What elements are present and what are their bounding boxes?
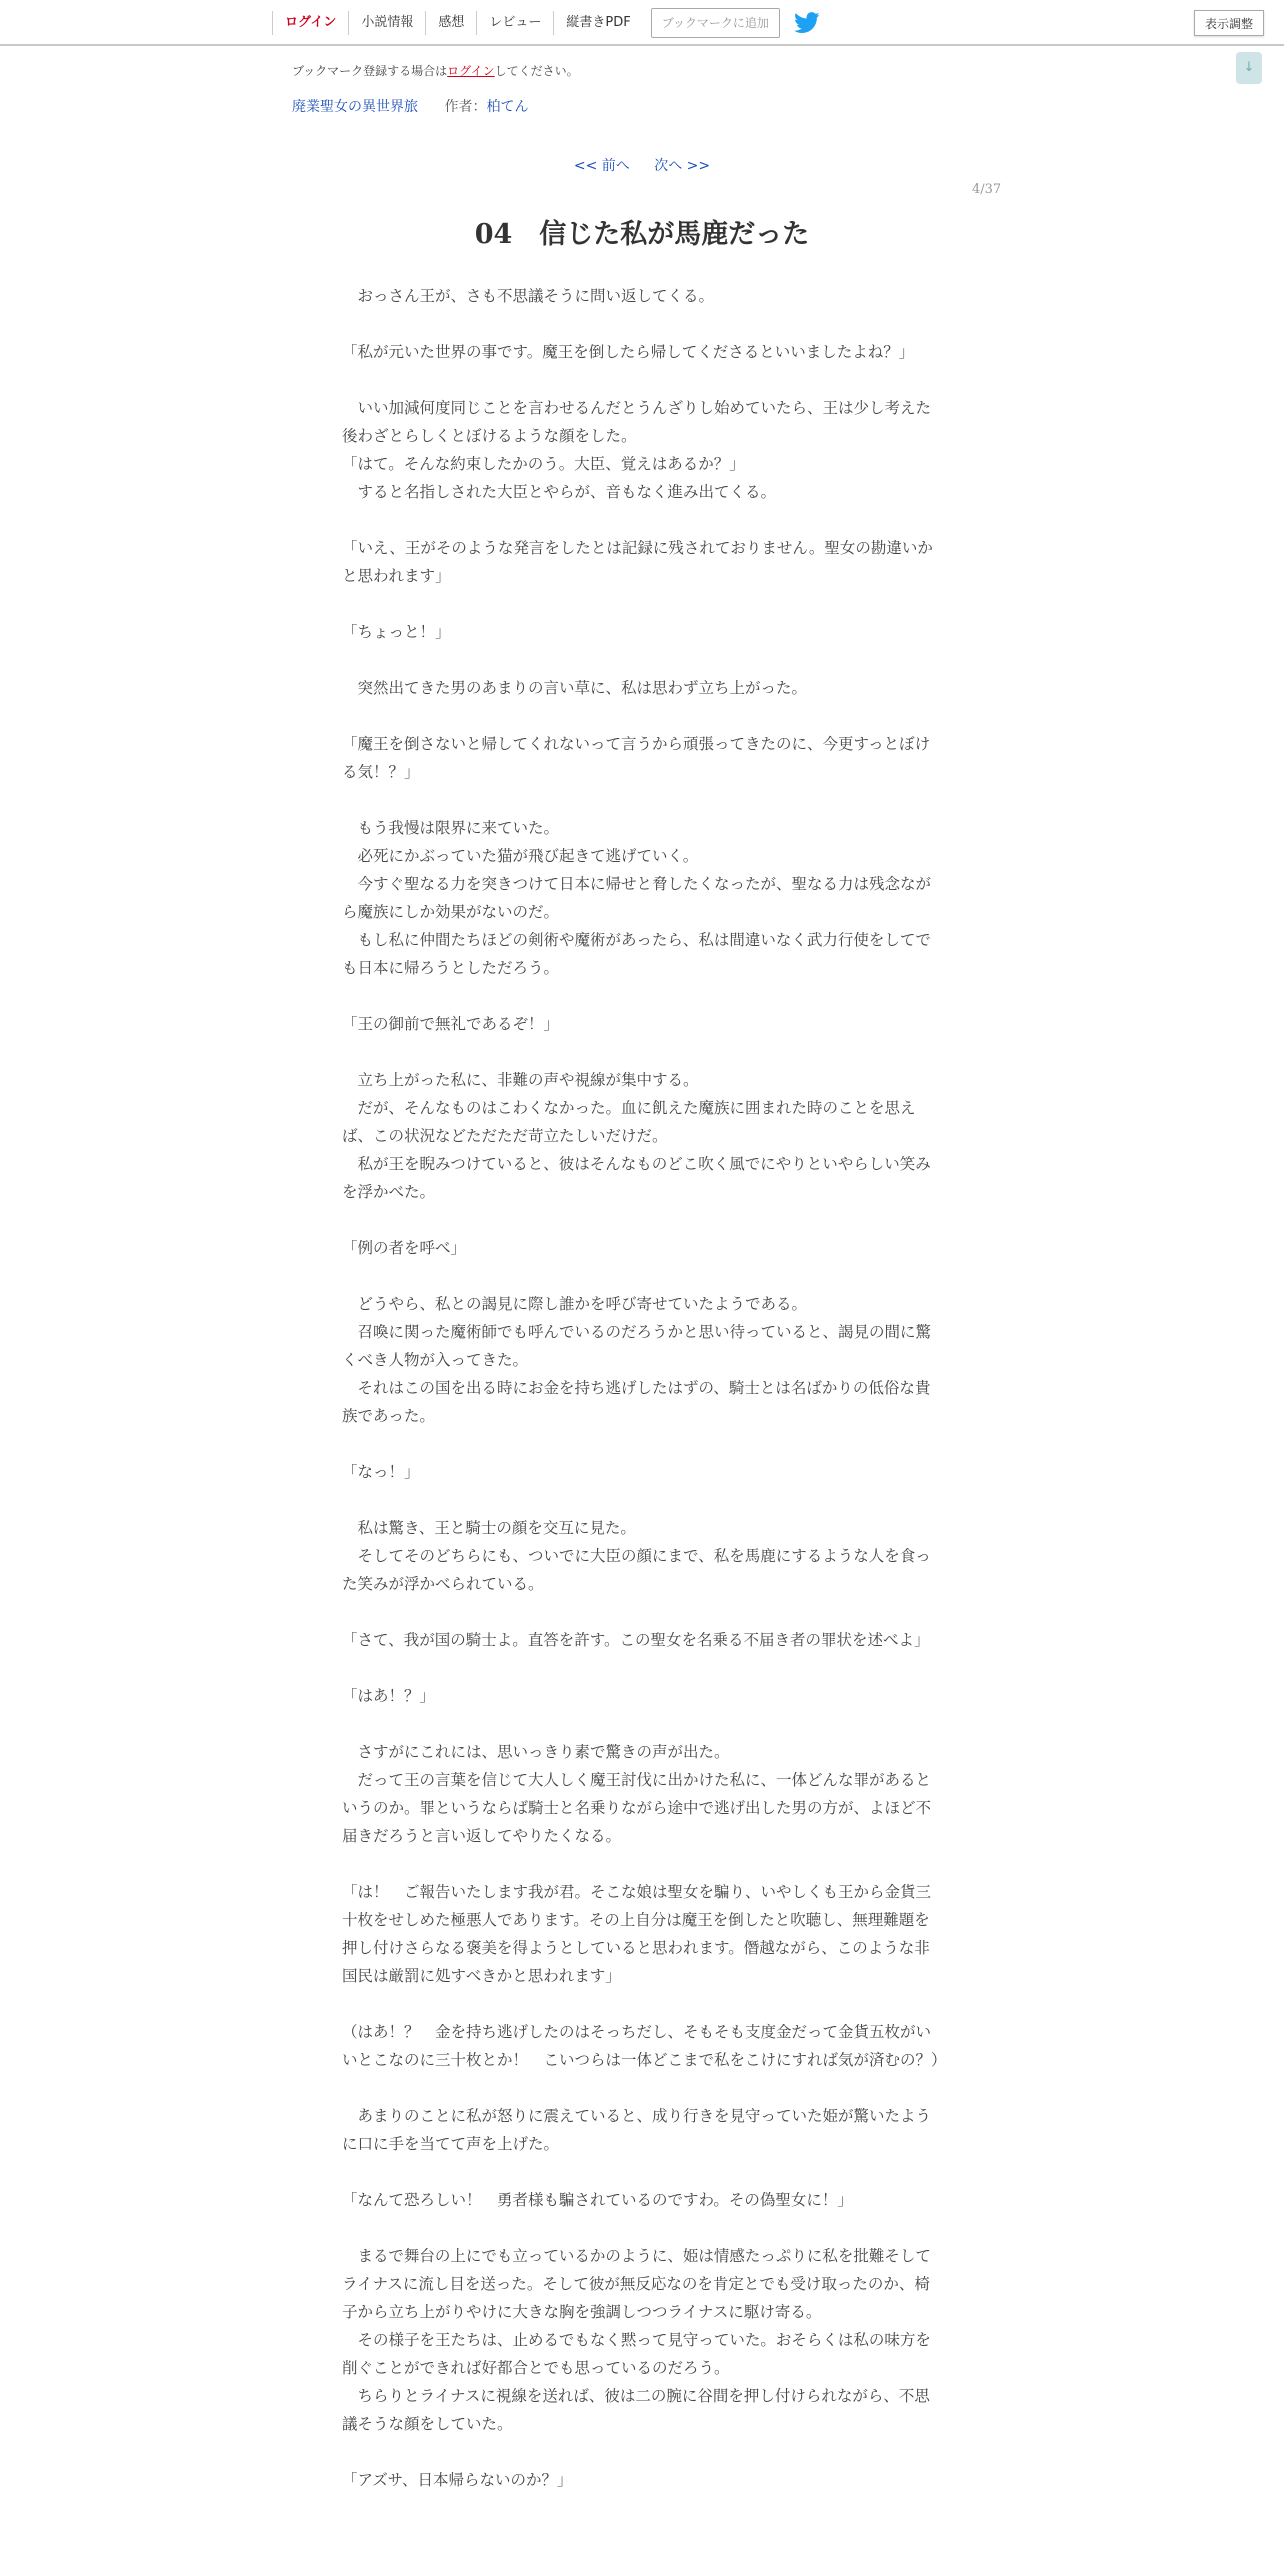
display-settings-button[interactable]: 表示調整 (1194, 10, 1264, 36)
body-paragraph (342, 646, 942, 674)
body-paragraph: 「は！ ご報告いたします我が君。そこな娘は聖女を騙り、いやしくも王から金貨三十枚をせしめた極悪人であります。その上自分は魔王を倒したと吹聴し、無理難題を押し付けさらなる褒美を得ようとしていると思われます。僭越ながら、このような非国民は厳罰に処すべきかと思われます」 (342, 1883, 932, 1985)
body-paragraph: だが、そんなものはこわくなかった。血に飢えた魔族に囲まれた時のことを思えば、この状況などただただ苛立たしいだけだ。 (342, 1099, 916, 1145)
nav-vertical-pdf-link[interactable]: 縦書きPDF (553, 11, 642, 35)
body-paragraph: 「王の御前で無礼であるぞ！」 (342, 1015, 560, 1033)
novel-title-link[interactable]: 廃業聖女の異世界旅 (292, 99, 418, 115)
body-paragraph: いい加減何度同じことを言わせるんだとうんざりし始めていたら、王は少し考えた後わざとらしくとぼけるような顔をした。 (342, 399, 932, 445)
body-paragraph: さすがにこれには、思いっきり素で驚きの声が出た。 (342, 1743, 730, 1761)
body-paragraph: 突然出てきた男のあまりの言い草に、私は思わず立ち上がった。 (342, 679, 808, 697)
body-paragraph (342, 702, 942, 730)
body-paragraph: すると名指しされた大臣とやらが、音もなく進み出てくる。 (342, 483, 777, 501)
body-paragraph: （はあ！？ 金を持ち逃げしたのはそっちだし、そもそも支度金だって金貨五枚がいいとこなのに三十枚とか！ こいつらは一体どこまで私をこけにすれば気が済むの？） (342, 2023, 947, 2069)
nav-novel-info-link[interactable]: 小説情報 (348, 11, 425, 35)
scroll-down-button[interactable]: ↓ (1236, 52, 1262, 84)
body-paragraph (342, 1430, 942, 1458)
body-paragraph: 私が王を睨みつけていると、彼はそんなものどこ吹く風でにやりといやらしい笑みを浮かべた。 (342, 1155, 931, 1201)
body-paragraph: もう我慢は限界に来ていた。 (342, 819, 560, 837)
next-chapter-link[interactable]: 次へ >> (654, 158, 711, 174)
chapter-pager (0, 155, 1284, 175)
body-paragraph: 「例の者を呼べ」 (342, 1239, 467, 1257)
body-paragraph: 「なんて恐ろしい！ 勇者様も騙されているのですわ。その偽聖女に！」 (342, 2191, 853, 2209)
body-paragraph (342, 1990, 942, 2018)
body-paragraph: 立ち上がった私に、非難の声や視線が集中する。 (342, 1071, 699, 1089)
body-paragraph (342, 1038, 942, 1066)
bookmark-login-note (292, 62, 579, 79)
nav-items (272, 0, 820, 46)
body-paragraph (342, 2438, 942, 2466)
body-paragraph (342, 366, 942, 394)
body-paragraph: 今すぐ聖なる力を突きつけて日本に帰せと脅したくなったが、聖なる力は残念ながら魔族にしか効果がないのだ。 (342, 875, 932, 921)
nav-impressions-link[interactable]: 感想 (425, 11, 476, 35)
chapter-title: 04 信じた私が馬鹿だった (474, 219, 810, 250)
body-paragraph: 「はあ！？」 (342, 1687, 436, 1705)
body-paragraph: どうやら、私との謁見に際し誰かを呼び寄せていたようである。 (342, 1295, 808, 1313)
body-paragraph: 必死にかぶっていた猫が飛び起きて逃げていく。 (342, 847, 699, 865)
chapter-count: 4/37 (972, 182, 1002, 197)
body-paragraph: 「いえ、王がそのような発言をしたとは記録に残されておりません。聖女の勘違いかと思われます」 (342, 539, 933, 585)
body-paragraph: もし私に仲間たちほどの剣術や魔術があったら、私は間違いなく武力行使をしてでも日本に帰ろうとしただろう。 (342, 931, 931, 977)
chapter-body (342, 282, 947, 2494)
body-paragraph: おっさん王が、さも不思議そうに問い返してくる。 (342, 287, 715, 305)
bookmark-note-login-link[interactable]: ログイン (447, 64, 495, 78)
body-paragraph: そしてそのどちらにも、ついでに大臣の顔にまで、私を馬鹿にするような人を食った笑みが浮かべられている。 (342, 1547, 931, 1593)
add-bookmark-button[interactable]: ブックマークに追加 (651, 8, 780, 38)
bookmark-note-after: してください。 (494, 64, 579, 78)
body-paragraph: 召喚に関った魔術師でも呼んでいるのだろうかと思い待っていると、謁見の間に驚くべき人物が入ってきた。 (342, 1323, 932, 1369)
body-paragraph (342, 1710, 942, 1738)
body-paragraph: あまりのことに私が怒りに震えていると、成り行きを見守っていた姫が驚いたように口に手を当てて声を上げた。 (342, 2107, 932, 2153)
body-paragraph (342, 2158, 942, 2186)
top-navbar (0, 0, 1284, 46)
body-paragraph (342, 1262, 942, 1290)
nav-review-link[interactable]: レビュー (476, 11, 553, 35)
body-paragraph (342, 1850, 942, 1878)
prev-chapter-link[interactable]: << 前へ (573, 158, 630, 174)
body-paragraph: 「アズサ、日本帰らないのか？」 (342, 2471, 573, 2489)
body-paragraph (342, 1598, 942, 1626)
body-paragraph: その様子を王たちは、止めるでもなく黙って見守っていた。おそらくは私の味方を削ぐことができれば好都合とでも思っているのだろう。 (342, 2331, 931, 2377)
body-paragraph (342, 590, 942, 618)
body-paragraph (342, 982, 942, 1010)
nav-login-link[interactable]: ログイン (272, 11, 348, 35)
body-paragraph: ちらりとライナスに視線を送れば、彼は二の腕に谷間を押し付けられながら、不思議そうな顔をしていた。 (342, 2387, 930, 2433)
body-paragraph: 「はて。そんな約束したかのう。大臣、覚えはあるか？」 (342, 455, 745, 473)
body-paragraph: 「魔王を倒さないと帰してくれないって言うから頑張ってきたのに、今更すっとぼける気！？」 (342, 735, 931, 781)
body-paragraph: 「ちょっと！」 (342, 623, 451, 641)
body-paragraph (342, 1486, 942, 1514)
bookmark-note-before: ブックマーク登録する場合は (292, 64, 448, 78)
body-paragraph (342, 786, 942, 814)
novel-info (292, 96, 528, 116)
body-paragraph (342, 310, 942, 338)
body-paragraph: 私は驚き、王と騎士の顔を交互に見た。 (342, 1519, 636, 1537)
body-paragraph (342, 506, 942, 534)
body-paragraph: 「私が元いた世界の事です。魔王を倒したら帰してくださるといいましたよね？」 (342, 343, 915, 361)
body-paragraph (342, 1654, 942, 1682)
body-paragraph: まるで舞台の上にでも立っているかのように、姫は情感たっぷりに私を批難そしてライナスに流し目を送った。そして彼が無反応なのを肯定とでも受け取ったのか、椅子から立ち上がりやけに大きな胸を強調しつつライナスに駆け寄る。 (342, 2247, 931, 2321)
body-paragraph: だって王の言葉を信じて大人しく魔王討伐に出かけた私に、一体どんな罪があるというのか。罪というならば騎士と名乗りながら途中で逃げ出した男の方が、よほど不届きだろうと言い返してやりたくなる。 (342, 1771, 932, 1845)
author-label: 作者： (444, 99, 487, 115)
body-paragraph (342, 2074, 942, 2102)
body-paragraph: 「さて、我が国の騎士よ。直答を許す。この聖女を名乗る不届き者の罪状を述べよ」 (342, 1631, 930, 1649)
author-link[interactable]: 柏てん (486, 99, 529, 115)
body-paragraph (342, 1206, 942, 1234)
body-paragraph: 「なっ！」 (342, 1463, 420, 1481)
body-paragraph (342, 2214, 942, 2242)
twitter-icon[interactable] (794, 12, 820, 34)
body-paragraph: それはこの国を出る時にお金を持ち逃げしたはずの、騎士とは名ばかりの低俗な貴族であった。 (342, 1379, 931, 1425)
